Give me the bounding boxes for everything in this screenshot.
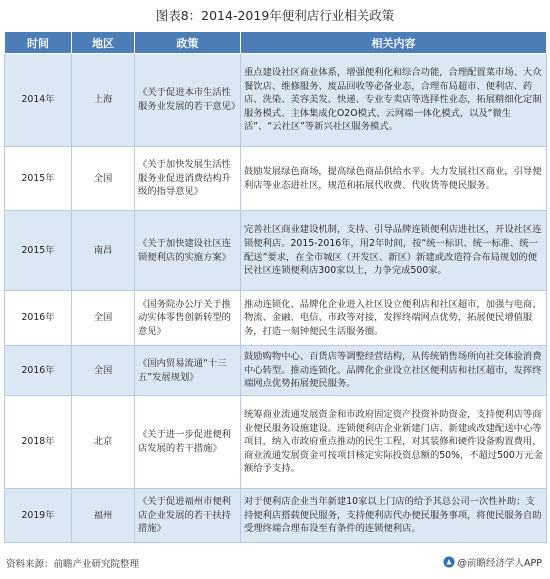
cell-policy: 《关于促进福州市便利店企业发展的若干扶持措施》 xyxy=(135,489,241,543)
cell-region: 上海 xyxy=(72,54,135,147)
table-row xyxy=(5,291,547,346)
cell-policy: 《关于加快发展生活性服务业促进消费结构升级的指导意见》 xyxy=(135,147,241,211)
table-row xyxy=(5,54,547,147)
header-region: 地区 xyxy=(72,32,135,54)
header-policy: 政策 xyxy=(135,32,241,54)
qianzhan-logo-icon xyxy=(443,556,455,568)
cell-content: 完善社区商业建设机制，支持、引导品牌连锁便利店进社区，开设社区连锁便利店。2015-2016年，用2年时间，按“统一标识、统一标准、统一配送”要求，在全市城区（开发区、新区）新建或改造符合布局规划的便民社区连锁便利店300家以上，力争完成500家。 xyxy=(241,211,547,291)
page-title: 图表8：2014-2019年便利店行业相关政策 xyxy=(155,8,395,23)
cell-year: 2014年 xyxy=(5,54,72,147)
cell-policy: 《国务院办公厅关于推动实体零售创新转型的意见》 xyxy=(135,291,241,346)
brand-label: @前瞻经济学人APP xyxy=(457,558,542,569)
table-row xyxy=(5,346,547,396)
cell-region: 福州 xyxy=(72,489,135,543)
cell-year: 2016年 xyxy=(5,291,72,346)
source-note: 资料来源：前瞻产业研究院整理 xyxy=(6,559,140,570)
policy-table xyxy=(4,31,547,543)
cell-policy: 《国内贸易流通“十三五”发展规划》 xyxy=(135,346,241,396)
cell-year: 2016年 xyxy=(5,346,72,396)
header-content: 相关内容 xyxy=(241,32,547,54)
cell-region: 全国 xyxy=(72,346,135,396)
cell-year: 2015年 xyxy=(5,147,72,211)
cell-policy: 《关于促进本市生活性服务业发展的若干意见》 xyxy=(135,54,241,147)
table-row xyxy=(5,211,547,291)
header-year: 时间 xyxy=(5,32,72,54)
cell-year: 2019年 xyxy=(5,489,72,543)
cell-content: 鼓励发展绿色商场，提高绿色商品供给水平。大力发展社区商业，引导便利店等业态进社区，规范和拓展代收费、代收货等便民服务。 xyxy=(241,147,547,211)
table-row xyxy=(5,489,547,543)
cell-content: 对于便利店企业当年新建10家以上门店的给予其总公司一次性补助；支持便利店搭载便民服务，支持便利店代办便民服务事项，将便民服务自助受理终端合理布设至有条件的连锁便利店。 xyxy=(241,489,547,543)
cell-region: 全国 xyxy=(72,291,135,346)
cell-content: 重点建设社区商业体系，增强便利化和综合功能，合理配置菜市场、大众餐饮店、维修服务、废品回收等必备业态，合理布局超市、便利店、药店、洗染、美容美发、快递、专业专卖店等选择性业态，拓展精细化定制服务模式、主体集成化O2O模式、云网端一体化模式，以及“微生活”、“云社区”等新兴社区服务模式。 xyxy=(241,54,547,147)
cell-year: 2018年 xyxy=(5,396,72,489)
table-row xyxy=(5,396,547,489)
cell-year: 2015年 xyxy=(5,211,72,291)
cell-region: 南昌 xyxy=(72,211,135,291)
brand-credit xyxy=(443,555,542,569)
cell-policy: 《关于加快建设社区连锁便利店的实施方案》 xyxy=(135,211,241,291)
cell-content: 鼓励购物中心、百货店等调整经营结构，从传统销售场所向社交体验消费中心转型。推动连锁化、品牌化企业设立社区便利店和社区超市，发挥终端网点优势拓展便民服务。 xyxy=(241,346,547,396)
cell-region: 北京 xyxy=(72,396,135,489)
cell-content: 推动连锁化、品牌化企业进入社区设立便利店和社区超市，加强与电商、物流、金融、电信、市政等对接，发挥终端网点优势，拓展便民增值服务，打造一刻钟便民生活服务圈。 xyxy=(241,291,547,346)
table-header-row xyxy=(5,32,547,54)
cell-region: 全国 xyxy=(72,147,135,211)
cell-policy: 《关于进一步促进便利店发展的若干措施》 xyxy=(135,396,241,489)
cell-content: 统筹商业流通发展资金和市政府固定资产投资补助资金，支持便利店等商业便民服务设施建设。连锁便利店企业新建门店、新建或改建配送中心等项目，纳入市政府重点推动的民生工程，对其装修和硬件设备购置费用，商业流通发展资金可按项目核定实际投资总额的50%，不超过500万元金额给予支持。 xyxy=(241,396,547,489)
table-row xyxy=(5,147,547,211)
